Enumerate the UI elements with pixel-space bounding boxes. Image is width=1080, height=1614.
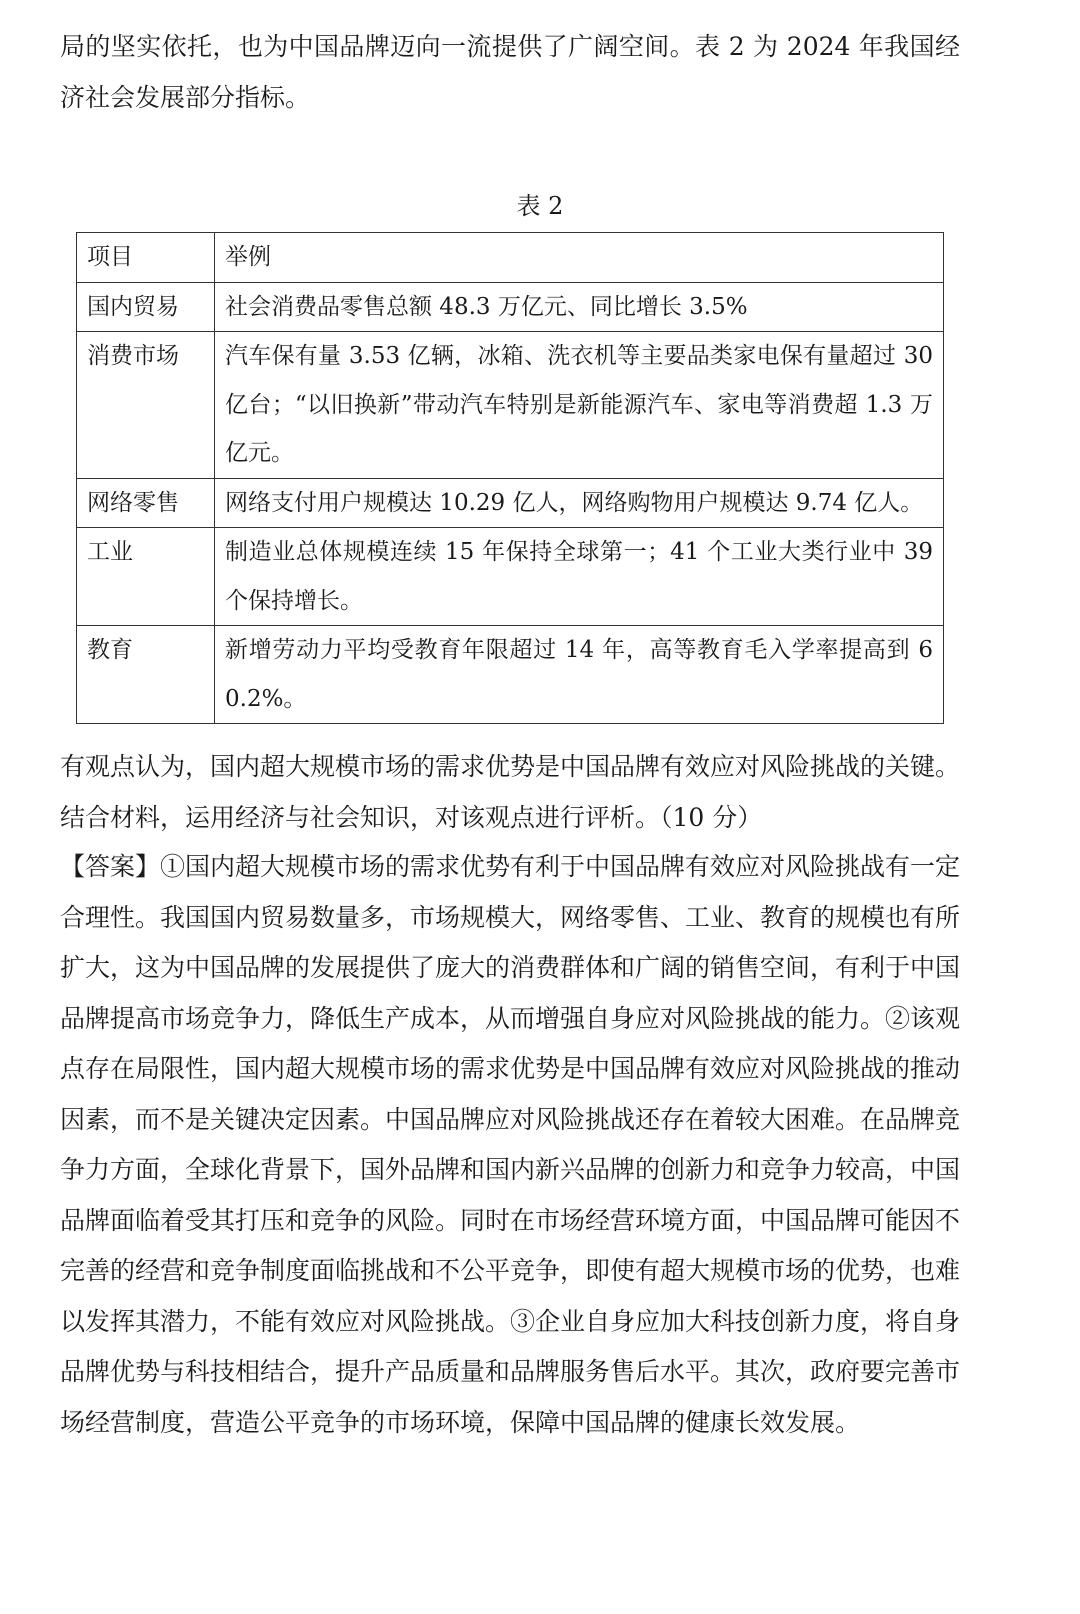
table-caption: 表 2 — [516, 192, 564, 220]
table-cell-item: 消费市场 — [77, 332, 215, 479]
table-row — [77, 282, 944, 332]
table-cell-item: 网络零售 — [77, 478, 215, 528]
table-header-cell: 项目 — [77, 233, 215, 283]
table-cell-item: 国内贸易 — [77, 282, 215, 332]
table-cell-example: 新增劳动力平均受教育年限超过 14 年，高等教育毛入学率提高到 60.2%。 — [215, 626, 944, 724]
indicator-table — [76, 232, 944, 724]
table-row — [77, 528, 944, 626]
table-cell-example: 网络支付用户规模达 10.29 亿人，网络购物用户规模达 9.74 亿人。 — [215, 478, 944, 528]
intro-paragraph: 局的坚实依托，也为中国品牌迈向一流提供了广阔空间。表 2 为 2024 年我国经济社会发展部分指标。 — [60, 32, 960, 112]
table-header-row — [77, 233, 944, 283]
table-row — [77, 626, 944, 724]
table-cell-example: 社会消费品零售总额 48.3 万亿元、同比增长 3.5% — [215, 282, 944, 332]
answer-paragraph: 【答案】①国内超大规模市场的需求优势有利于中国品牌有效应对风险挑战有一定合理性。我国国内贸易数量多，市场规模大，网络零售、工业、教育的规模也有所扩大，这为中国品牌的发展提供了庞大的消费群体和广阔的销售空间，有利于中国品牌提高市场竞争力，降低生产成本，从而增强自身应对风险挑战的能力。②该观点存在局限性，国内超大规模市场的需求优势是中国品牌有效应对风险挑战的推动因素，而不是关键决定因素。中国品牌应对风险挑战还存在着较大困难。在品牌竞争力方面，全球化背景下，国外品牌和国内新兴品牌的创新力和竞争力较高，中国品牌面临着受其打压和竞争的风险。同时在市场经营环境方面，中国品牌可能因不完善的经营和竞争制度面临挑战和不公平竞争，即使有超大规模市场的优势，也难以发挥其潜力，不能有效应对风险挑战。③企业自身应加大科技创新力度，将自身品牌优势与科技相结合，提升产品质量和品牌服务售后水平。其次，政府要完善市场经营制度，营造公平竞争的市场环境，保障中国品牌的健康长效发展。 — [60, 852, 961, 1437]
table-cell-item: 教育 — [77, 626, 215, 724]
table-cell-example: 制造业总体规模连续 15 年保持全球第一；41 个工业大类行业中 39 个保持增长。 — [215, 528, 944, 626]
table-row — [77, 478, 944, 528]
table-cell-item: 工业 — [77, 528, 215, 626]
table-header-cell: 举例 — [215, 233, 944, 283]
table-row — [77, 332, 944, 479]
table-cell-example: 汽车保有量 3.53 亿辆，冰箱、洗衣机等主要品类家电保有量超过 30 亿台；“以旧换新”带动汽车特别是新能源汽车、家电等消费超 1.3 万亿元。 — [215, 332, 944, 479]
question-paragraph: 有观点认为，国内超大规模市场的需求优势是中国品牌有效应对风险挑战的关键。结合材料，运用经济与社会知识，对该观点进行评析。（10 分） — [60, 752, 961, 832]
